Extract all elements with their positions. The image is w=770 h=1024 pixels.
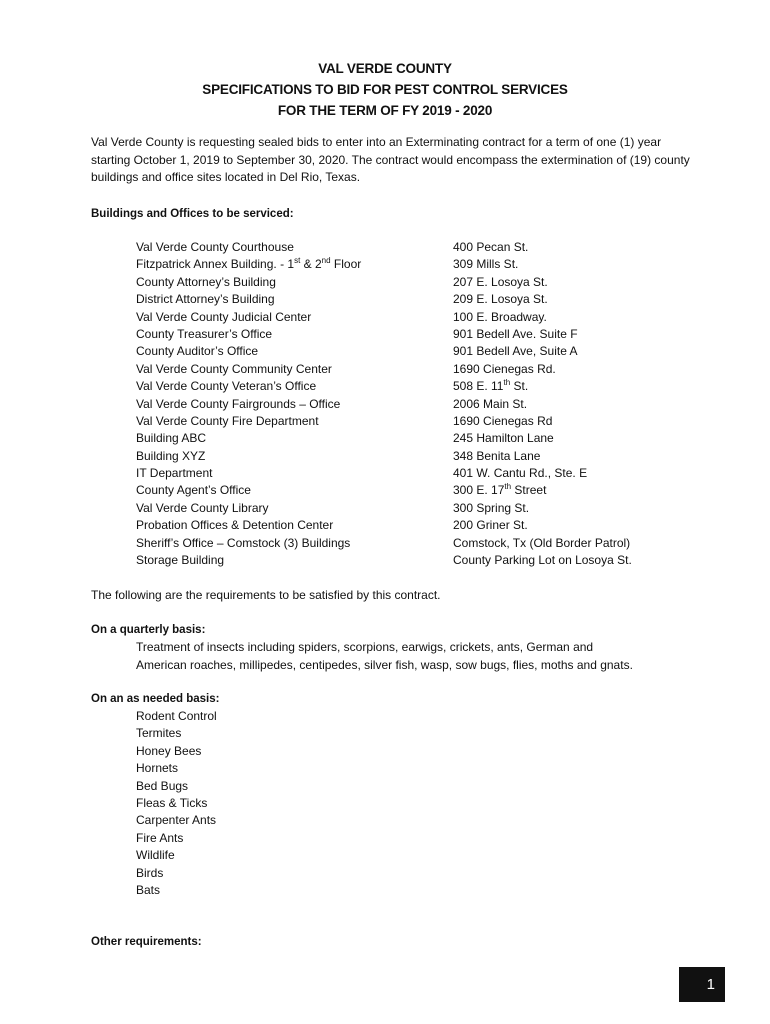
building-name: County Agent’s Office <box>136 483 251 498</box>
building-name: Probation Offices & Detention Center <box>136 518 334 533</box>
building-row <box>136 552 696 569</box>
building-name: Val Verde County Judicial Center <box>136 309 312 324</box>
building-address: 348 Benita Lane <box>453 448 541 463</box>
building-address: 901 Bedell Ave. Suite F <box>453 326 578 341</box>
list-item: Termites <box>136 726 182 741</box>
building-name: Val Verde County Library <box>136 500 269 515</box>
building-address: 300 E. 17th Street <box>453 482 547 498</box>
building-address: 401 W. Cantu Rd., Ste. E <box>453 466 588 481</box>
building-address: Comstock, Tx (Old Border Patrol) <box>453 535 631 550</box>
building-name: Val Verde County Veteran’s Office <box>136 379 317 394</box>
list-item: Honey Bees <box>136 743 202 758</box>
list-item: Rodent Control <box>136 709 217 723</box>
building-row <box>136 343 696 360</box>
list-item: Birds <box>136 865 164 880</box>
building-name: IT Department <box>136 466 213 481</box>
building-row <box>136 465 696 482</box>
intro-paragraph: Val Verde County is requesting sealed bids to enter into an Exterminating contract for a term of one (1) year starting October 1, 2019 to September 30, 2020. The contract would encompass the extermination of (19) county buildings and office sites located in Del Rio, Texas. <box>91 135 690 184</box>
building-name: Val Verde County Community Center <box>136 361 332 376</box>
building-row <box>136 413 696 430</box>
building-name: District Attorney’s Building <box>136 292 275 307</box>
building-name: Building XYZ <box>136 448 206 463</box>
building-name: Fitzpatrick Annex Building. - 1st & 2nd Floor <box>136 256 362 272</box>
building-row <box>136 482 696 499</box>
building-name: Sheriff’s Office – Comstock (3) Buildings <box>136 535 351 550</box>
building-address: 1690 Cienegas Rd <box>453 413 553 428</box>
building-address: 1690 Cienegas Rd. <box>453 361 556 376</box>
building-row <box>136 361 696 378</box>
other-requirements-heading: Other requirements: <box>91 936 202 948</box>
building-address: 300 Spring St. <box>453 500 530 515</box>
building-row <box>136 326 696 343</box>
building-address: 400 Pecan St. <box>453 240 529 254</box>
building-name: Storage Building <box>136 553 225 568</box>
building-address: 309 Mills St. <box>453 257 519 272</box>
list-item: Fleas & Ticks <box>136 795 208 810</box>
as-needed-list <box>136 708 217 899</box>
building-address: 901 Bedell Ave, Suite A <box>453 344 578 359</box>
building-row <box>136 309 696 326</box>
quarterly-heading: On a quarterly basis: <box>91 624 206 636</box>
building-address: 508 E. 11th St. <box>453 378 529 394</box>
quarterly-line: Treatment of insects including spiders, scorpions, earwigs, crickets, ants, German and <box>136 640 594 654</box>
building-row <box>136 500 696 517</box>
building-row <box>136 448 696 465</box>
title-line: FOR THE TERM OF FY 2019 - 2020 <box>277 103 493 118</box>
building-row <box>136 517 696 534</box>
building-address: County Parking Lot on Losoya St. <box>453 553 632 568</box>
list-item: Wildlife <box>136 848 175 863</box>
building-name: Val Verde County Fairgrounds – Office <box>136 396 341 411</box>
building-name: Val Verde County Fire Department <box>136 413 319 428</box>
building-row <box>136 239 696 256</box>
list-item: Carpenter Ants <box>136 813 217 828</box>
buildings-heading: Buildings and Offices to be serviced: <box>91 208 294 220</box>
requirements-intro: The following are the requirements to be satisfied by this contract. <box>91 588 441 602</box>
building-row <box>136 274 696 291</box>
building-row <box>136 256 696 273</box>
building-address: 245 Hamilton Lane <box>453 431 554 446</box>
building-name: Building ABC <box>136 431 207 446</box>
list-item: Bed Bugs <box>136 778 189 793</box>
as-needed-heading: On an as needed basis: <box>91 693 220 705</box>
building-row <box>136 430 696 447</box>
list-item: Hornets <box>136 761 179 776</box>
title-line: VAL VERDE COUNTY <box>318 61 452 76</box>
building-address: 207 E. Losoya St. <box>453 274 548 289</box>
title-line: SPECIFICATIONS TO BID FOR PEST CONTROL SERVICES <box>202 82 568 97</box>
list-item: Bats <box>136 882 161 897</box>
building-address: 100 E. Broadway. <box>453 309 547 324</box>
building-row <box>136 396 696 413</box>
building-name: County Treasurer’s Office <box>136 326 273 341</box>
building-name: Val Verde County Courthouse <box>136 240 294 254</box>
quarterly-line: American roaches, millipedes, centipedes, silver fish, wasp, sow bugs, flies, moths and gnats. <box>136 658 633 672</box>
building-address: 200 Griner St. <box>453 518 528 533</box>
building-name: County Auditor’s Office <box>136 344 259 359</box>
building-row <box>136 291 696 308</box>
buildings-list <box>136 239 696 569</box>
page-number: 1 <box>679 967 725 1002</box>
building-name: County Attorney’s Building <box>136 274 276 289</box>
list-item: Fire Ants <box>136 830 184 845</box>
document-title <box>0 58 770 121</box>
building-address: 209 E. Losoya St. <box>453 292 548 307</box>
building-row <box>136 378 696 395</box>
building-row <box>136 535 696 552</box>
building-address: 2006 Main St. <box>453 396 528 411</box>
